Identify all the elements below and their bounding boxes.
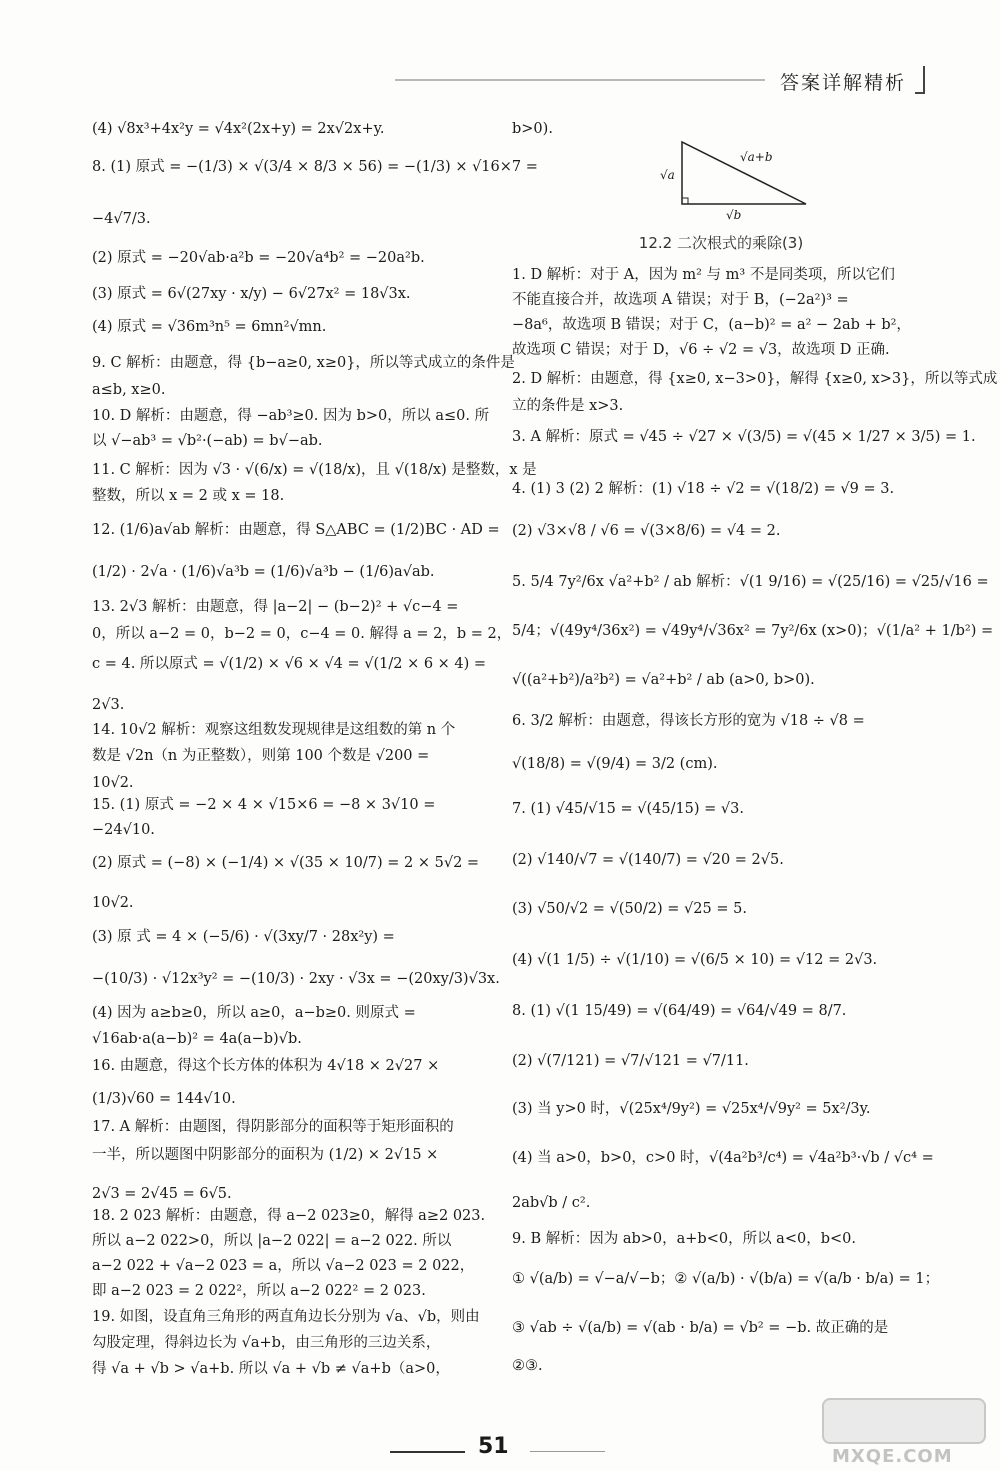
text-line: ① √(a/b) = √−a/√−b；② √(a/b) · √(b/a) = √(a/b · b/a) = 1； [512, 1271, 940, 1287]
text-line: −4√7/3. [92, 211, 151, 227]
right-angle-mark [682, 198, 688, 204]
text-line: 11. C 解析：因为 √3 · √(6/x) = √(18/x)，且 √(18/x) 是整数，x 是 [92, 462, 537, 478]
text-line: 0，所以 a−2 = 0，b−2 = 0，c−4 = 0. 解得 a = 2，b = 2， [92, 626, 512, 642]
text-line: (2) 原式 = (−8) × (−1/4) × √(35 × 10/7) = 2 × 5√2 = [92, 855, 480, 871]
text-line: 立的条件是 x>3. [512, 398, 624, 414]
text-line: 19. 如图，设直角三角形的两直角边长分别为 √a、√b，则由 [92, 1309, 480, 1325]
text-line: −24√10. [92, 822, 155, 838]
text-line: 2√3 = 2√45 = 6√5. [92, 1186, 232, 1202]
text-line: (1/3)√60 = 144√10. [92, 1091, 236, 1107]
text-line: 9. B 解析：因为 ab>0，a+b<0，所以 a<0，b<0. [512, 1231, 856, 1247]
text-line: 8. (1) √(1 15/49) = √(64/49) = √64/√49 = 8/7. [512, 1003, 847, 1019]
text-line: 勾股定理，得斜边长为 √a+b，由三角形的三边关系， [92, 1335, 441, 1351]
text-line: 10√2. [92, 775, 134, 791]
text-line: 8. (1) 原式 = −(1/3) × √(3/4 × 8/3 × 56) = −(1/3) × √16×7 = [92, 159, 538, 175]
text-line: 2√3. [92, 697, 125, 713]
text-line: 得 √a + √b > √a+b. 所以 √a + √b ≠ √a+b（a>0， [92, 1361, 450, 1377]
text-line: (2) √3×√8 / √6 = √(3×8/6) = √4 = 2. [512, 523, 781, 539]
text-line: (2) 原式 = −20√ab·a²b = −20√a⁴b² = −20a²b. [92, 250, 425, 266]
text-line: −8a⁶，故选项 B 错误；对于 C，(a−b)² = a² − 2ab + b²， [512, 317, 911, 333]
text-line: √((a²+b²)/a²b²) = √a²+b² / ab (a>0, b>0). [512, 672, 815, 688]
text-line: (1/2) · 2√a · (1/6)√a³b = (1/6)√a³b − (1/6)a√ab. [92, 564, 435, 580]
text-line: (4) √(1 1/5) ÷ √(1/10) = √(6/5 × 10) = √12 = 2√3. [512, 952, 878, 968]
text-line: 数是 √2n（n 为正整数），则第 100 个数是 √200 = [92, 748, 430, 764]
page-number: 51 [478, 1434, 509, 1459]
text-line: (3) 原 式 = 4 × (−5/6) · √(3xy/7 · 28x²y) = [92, 929, 395, 945]
text-line: 1. D 解析：对于 A，因为 m² 与 m³ 不是同类项，所以它们 [512, 267, 895, 283]
text-line: 以 √−ab³ = √b²·(−ab) = b√−ab. [92, 433, 323, 449]
text-line: ②③. [512, 1358, 543, 1374]
text-line: 12. (1/6)a√ab 解析：由题意，得 S△ABC = (1/2)BC · AD = [92, 522, 500, 538]
text-line: c = 4. 所以原式 = √(1/2) × √6 × √4 = √(1/2 × 6 × 4) = [92, 656, 487, 672]
text-line: 一半，所以题图中阴影部分的面积为 (1/2) × 2√15 × [92, 1147, 439, 1163]
text-line: ③ √ab ÷ √(a/b) = √(ab · b/a) = √b² = −b. 故正确的是 [512, 1320, 889, 1336]
text-line: 6. 3/2 解析：由题意，得该长方形的宽为 √18 ÷ √8 = [512, 713, 865, 729]
header-rule [395, 79, 765, 81]
section-title: 12.2 二次根式的乘除(3) [638, 234, 804, 252]
text-line: √16ab·a(a−b)² = 4a(a−b)√b. [92, 1031, 302, 1047]
footer-rule-right [530, 1451, 605, 1452]
text-line: 不能直接合并，故选项 A 错误；对于 B，(−2a²)³ = [512, 292, 849, 308]
text-line: 17. A 解析：由题图，得阴影部分的面积等于矩形面积的 [92, 1119, 454, 1135]
text-line: 2ab√b / c². [512, 1195, 591, 1211]
text-line: 整数，所以 x = 2 或 x = 18. [92, 488, 285, 504]
text-line: 16. 由题意，得这个长方体的体积为 4√18 × 2√27 × [92, 1058, 440, 1074]
text-line: (3) √50/√2 = √(50/2) = √25 = 5. [512, 901, 747, 917]
text-line: (2) √(7/121) = √7/√121 = √7/11. [512, 1053, 749, 1069]
text-line: 所以 a−2 022>0，所以 |a−2 022| = a−2 022. 所以 [92, 1233, 452, 1249]
text-line: (4) 当 a>0，b>0，c>0 时，√(4a²b³/c⁴) = √4a²b³·√b / √c⁴ = [512, 1150, 934, 1166]
text-line: 14. 10√2 解析：观察这组数发现规律是这组数的第 n 个 [92, 722, 456, 738]
label-hypotenuse: √a+b [740, 150, 773, 164]
text-line: 9. C 解析：由题意，得 {b−a≥0, x≥0}，所以等式成立的条件是 [92, 355, 515, 371]
text-line: 3. A 解析：原式 = √45 ÷ √27 × √(3/5) = √(45 × 1/27 × 3/5) = 1. [512, 429, 976, 445]
label-leg-vertical: √a [660, 168, 675, 182]
watermark-url: MXQE.COM [832, 1446, 953, 1467]
text-line: b>0). [512, 121, 553, 137]
header-title: 答案详解精析 [780, 72, 907, 94]
text-line: −(10/3) · √12x³y² = −(10/3) · 2xy · √3x = −(20xy/3)√3x. [92, 971, 500, 987]
label-leg-horizontal: √b [726, 208, 742, 222]
text-line: 5. 5/4 7y²/6x √a²+b² / ab 解析：√(1 9/16) = √(25/16) = √25/√16 = [512, 574, 989, 590]
text-line: 13. 2√3 解析：由题意，得 |a−2| − (b−2)² + √c−4 = [92, 599, 459, 615]
text-line: (3) 原式 = 6√(27xy · x/y) − 6√27x² = 18√3x. [92, 286, 411, 302]
triangle-figure [512, 138, 930, 238]
text-line: 7. (1) √45/√15 = √(45/15) = √3. [512, 801, 745, 817]
header-bracket [915, 66, 925, 94]
text-line: (4) √8x³+4x²y = √4x²(2x+y) = 2x√2x+y. [92, 121, 385, 137]
text-line: √(18/8) = √(9/4) = 3/2 (cm). [512, 756, 718, 772]
text-line: 10. D 解析：由题意，得 −ab³≥0. 因为 b>0，所以 a≤0. 所 [92, 408, 490, 424]
text-line: 15. (1) 原式 = −2 × 4 × √15×6 = −8 × 3√10 = [92, 797, 436, 813]
text-line: 18. 2 023 解析：由题意，得 a−2 023≥0，解得 a≥2 023. [92, 1208, 486, 1224]
watermark-logo [822, 1398, 986, 1444]
text-line: 即 a−2 023 = 2 022²，所以 a−2 022² = 2 023. [92, 1283, 426, 1299]
text-line: a≤b, x≥0. [92, 382, 166, 398]
footer-rule-left [390, 1451, 465, 1453]
text-line: a−2 022 + √a−2 023 = a，所以 √a−2 023 = 2 022， [92, 1258, 475, 1274]
text-line: 2. D 解析：由题意，得 {x≥0, x−3>0}，解得 {x≥0, x>3}，所以等式成 [512, 371, 998, 387]
text-line: 故选项 C 错误；对于 D，√6 ÷ √2 = √3，故选项 D 正确. [512, 342, 890, 358]
text-line: (2) √140/√7 = √(140/7) = √20 = 2√5. [512, 852, 784, 868]
text-line: 10√2. [92, 895, 134, 911]
text-line: (3) 当 y>0 时，√(25x⁴/9y²) = √25x⁴/√9y² = 5x²/3y. [512, 1101, 871, 1117]
text-line: 5/4；√(49y⁴/36x²) = √49y⁴/√36x² = 7y²/6x (x>0)；√(1/a² + 1/b²) = [512, 623, 994, 639]
text-line: (4) 原式 = √36m³n⁵ = 6mn²√mn. [92, 319, 327, 335]
right-triangle-diagram [512, 138, 930, 238]
text-line: 4. (1) 3 (2) 2 解析：(1) √18 ÷ √2 = √(18/2) = √9 = 3. [512, 481, 895, 497]
text-line: (4) 因为 a≥b≥0，所以 a≥0，a−b≥0. 则原式 = [92, 1005, 416, 1021]
